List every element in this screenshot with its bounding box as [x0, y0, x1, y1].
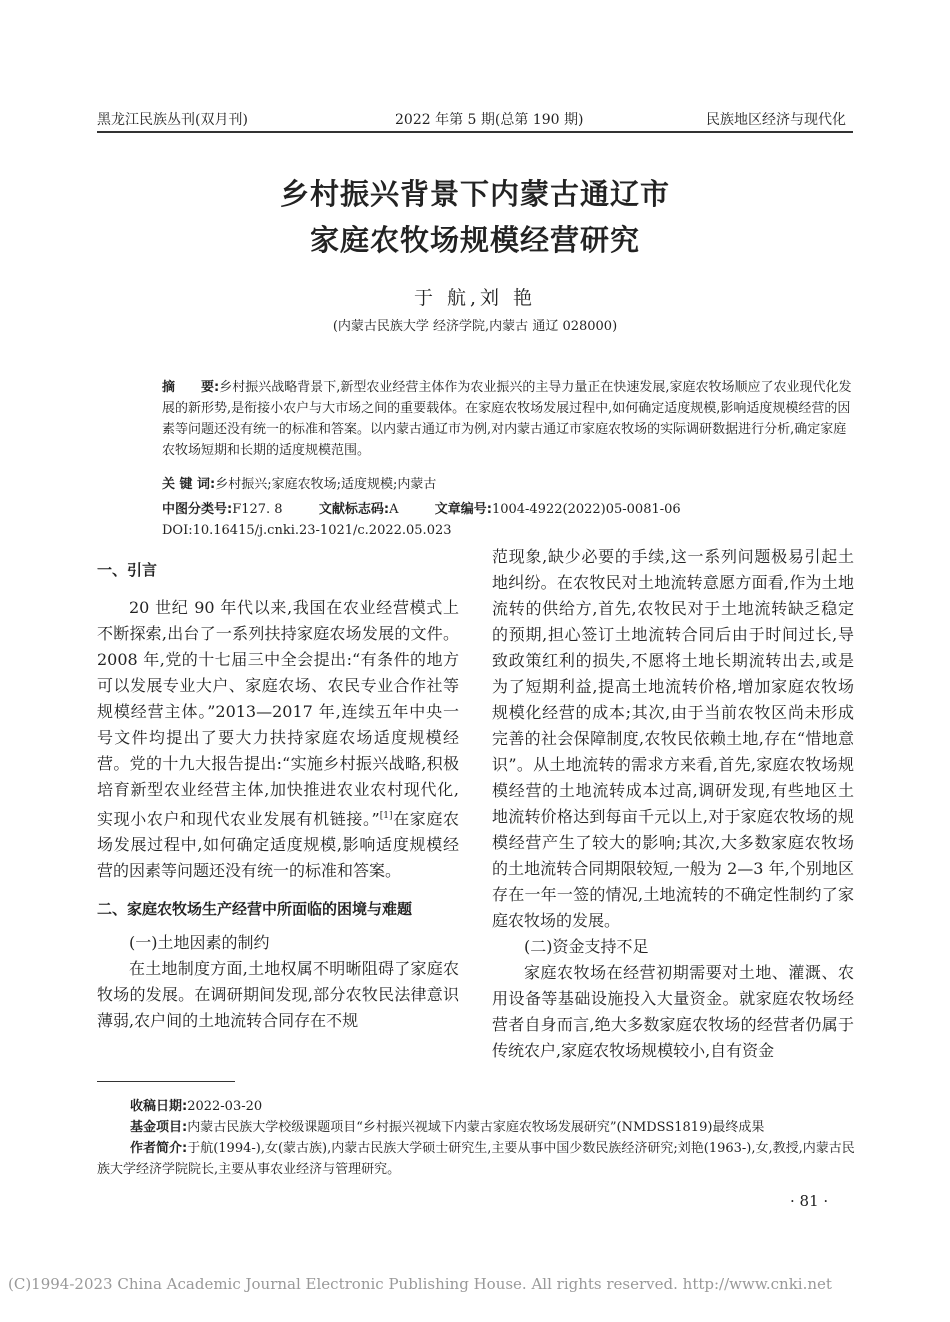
abstract: [162, 377, 852, 461]
received-value: 2022-03-20: [187, 1099, 263, 1114]
title-line-1: 乡村振兴背景下内蒙古通辽市: [279, 177, 670, 211]
received-date: [130, 1096, 855, 1117]
doc-code-value: A: [389, 502, 399, 517]
journal-name: 黑龙江民族丛刊(双月刊): [97, 112, 248, 128]
issue-info: 2022 年第 5 期(总第 190 期): [395, 112, 584, 128]
heading-land-factors: (一)土地因素的制约: [129, 933, 270, 953]
fund-value: 内蒙古民族大学校级课题项目“乡村振兴视域下内蒙古家庭农牧场发展研究”(NMDSS1819)最终成果: [187, 1120, 765, 1135]
footnotes: [97, 1096, 855, 1180]
fund-info: [130, 1117, 855, 1138]
authors: 于 航,刘 艳: [413, 287, 537, 309]
right-column: [492, 544, 854, 1064]
heading-section-two: 二、家庭农牧场生产经营中所面临的困境与难题: [97, 900, 413, 919]
citation-1: [1]: [379, 811, 393, 821]
left-column: [97, 557, 459, 1034]
copyright-notice: (C)1994-2023 China Academic Journal Electronic Publishing House. All rights reserved. http://www.cnki.net: [8, 1275, 832, 1293]
doi: DOI:10.16415/j.cnki.23-1021/c.2022.05.023: [162, 523, 452, 538]
clc-label: 中图分类号:: [162, 502, 233, 517]
fund-label: 基金项目:: [130, 1120, 188, 1135]
paragraph-funding: 家庭农牧场在经营初期需要对土地、灌溉、农用设备等基础设施投入大量资金。就家庭农牧场经营者自身而言,绝大多数家庭农牧场的经营者仍属于传统农户,家庭农牧场规模较小,自有资金: [492, 963, 854, 1060]
keywords-text: 乡村振兴;家庭农牧场;适度规模;内蒙古: [215, 477, 437, 492]
article-no-label: 文章编号:: [434, 502, 492, 517]
paragraph-land: 在土地制度方面,土地权属不明晰阻碍了家庭农牧场的发展。在调研期间发现,部分农牧民法律意识薄弱,农户间的土地流转合同存在不规: [97, 959, 459, 1031]
header-rule: [97, 131, 853, 133]
page-number: · 81 ·: [790, 1192, 829, 1210]
author-bio: [97, 1138, 855, 1180]
abstract-text: 乡村振兴战略背景下,新型农业经营主体作为农业振兴的主导力量正在快速发展,家庭农牧场顺应了农业现代化发展的新形势,是衔接小农户与大市场之间的重要载体。在家庭农牧场发展过程中,如何确定适度规模,影响适度规模经营的因素等问题还没有统一的标准和答案。以内蒙古通辽市为例,对内蒙古通辽市家庭农牧场的实际调研数据进行分析,确定家庭农牧场短期和长期的适度规模范围。: [162, 380, 852, 458]
paragraph-intro: [97, 595, 459, 884]
keywords-label: 关 键 词:: [162, 477, 216, 492]
footnote-rule: [97, 1081, 235, 1082]
clc-value: F127. 8: [232, 502, 283, 517]
intro-text-end: 在家庭农场发展过程中,如何确定适度规模,影响适度规模经营的因素等问题还没有统一的标准和答案。: [97, 809, 459, 881]
bio-label: 作者简介:: [130, 1141, 188, 1156]
title-line-2: 家庭农牧场规模经营研究: [309, 223, 640, 257]
doc-code-label: 文献标志码:: [318, 502, 390, 517]
article-no-value: 1004-4922(2022)05-0081-06: [491, 502, 681, 517]
classification-line: [162, 498, 681, 517]
paragraph-land-continued: 范现象,缺少必要的手续,这一系列问题极易引起土地纠纷。在农牧民对土地流转意愿方面看,作为土地流转的供给方,首先,农牧民对于土地流转缺乏稳定的预期,担心签订土地流转合同后由于时间过长,导致政策红利的损失,不愿将土地长期流转出去,或是为了短期利益,提高土地流转价格,增加家庭农牧场规模化经营的成本;其次,由于当前农牧区尚未形成完善的社会保障制度,农牧民依赖土地,存在“惜地意识”。从土地流转的需求方来看,首先,家庭农牧场规模经营的土地流转成本过高,调研发现,有些地区土地流转价格达到每亩千元以上,对于家庭农牧场的规模经营产生了较大的影响;其次,大多数家庭农牧场的土地流转合同期限较短,一般为 2—3 年,个别地区存在一年一签的情况,土地流转的不确定性制约了家庭农牧场的发展。: [492, 547, 854, 930]
received-label: 收稿日期:: [130, 1099, 188, 1114]
section-name: 民族地区经济与现代化: [706, 112, 846, 128]
intro-text: 20 世纪 90 年代以来,我国在农业经营模式上不断探索,出台了一系列扶持家庭农场发展的文件。2008 年,党的十七届三中全会提出:“有条件的地方可以发展专业大户、家庭农场、农民专业合作社等规模经营主体。”2013—2017 年,连续五年中央一号文件均提出了要大力扶持家庭农场适度规模经营。党的十九大报告提出:“实施乡村振兴战略,积极培育新型农业经营主体,加快推进农业农村现代化,实现小农户和现代农业发展有机链接。”: [97, 598, 459, 829]
keywords: [162, 473, 436, 492]
heading-funding: (二)资金支持不足: [524, 937, 649, 956]
abstract-label: 摘 要:: [162, 380, 220, 395]
heading-intro: 一、引言: [97, 561, 158, 579]
bio-value: 于航(1994-),女(蒙古族),内蒙古民族大学硕士研究生,主要从事中国少数民族经济研究;刘艳(1963-),女,教授,内蒙古民族大学经济学院院长,主要从事农业经济与管理研究。: [97, 1141, 855, 1177]
affiliation: (内蒙古民族大学 经济学院,内蒙古 通辽 028000): [332, 319, 618, 334]
